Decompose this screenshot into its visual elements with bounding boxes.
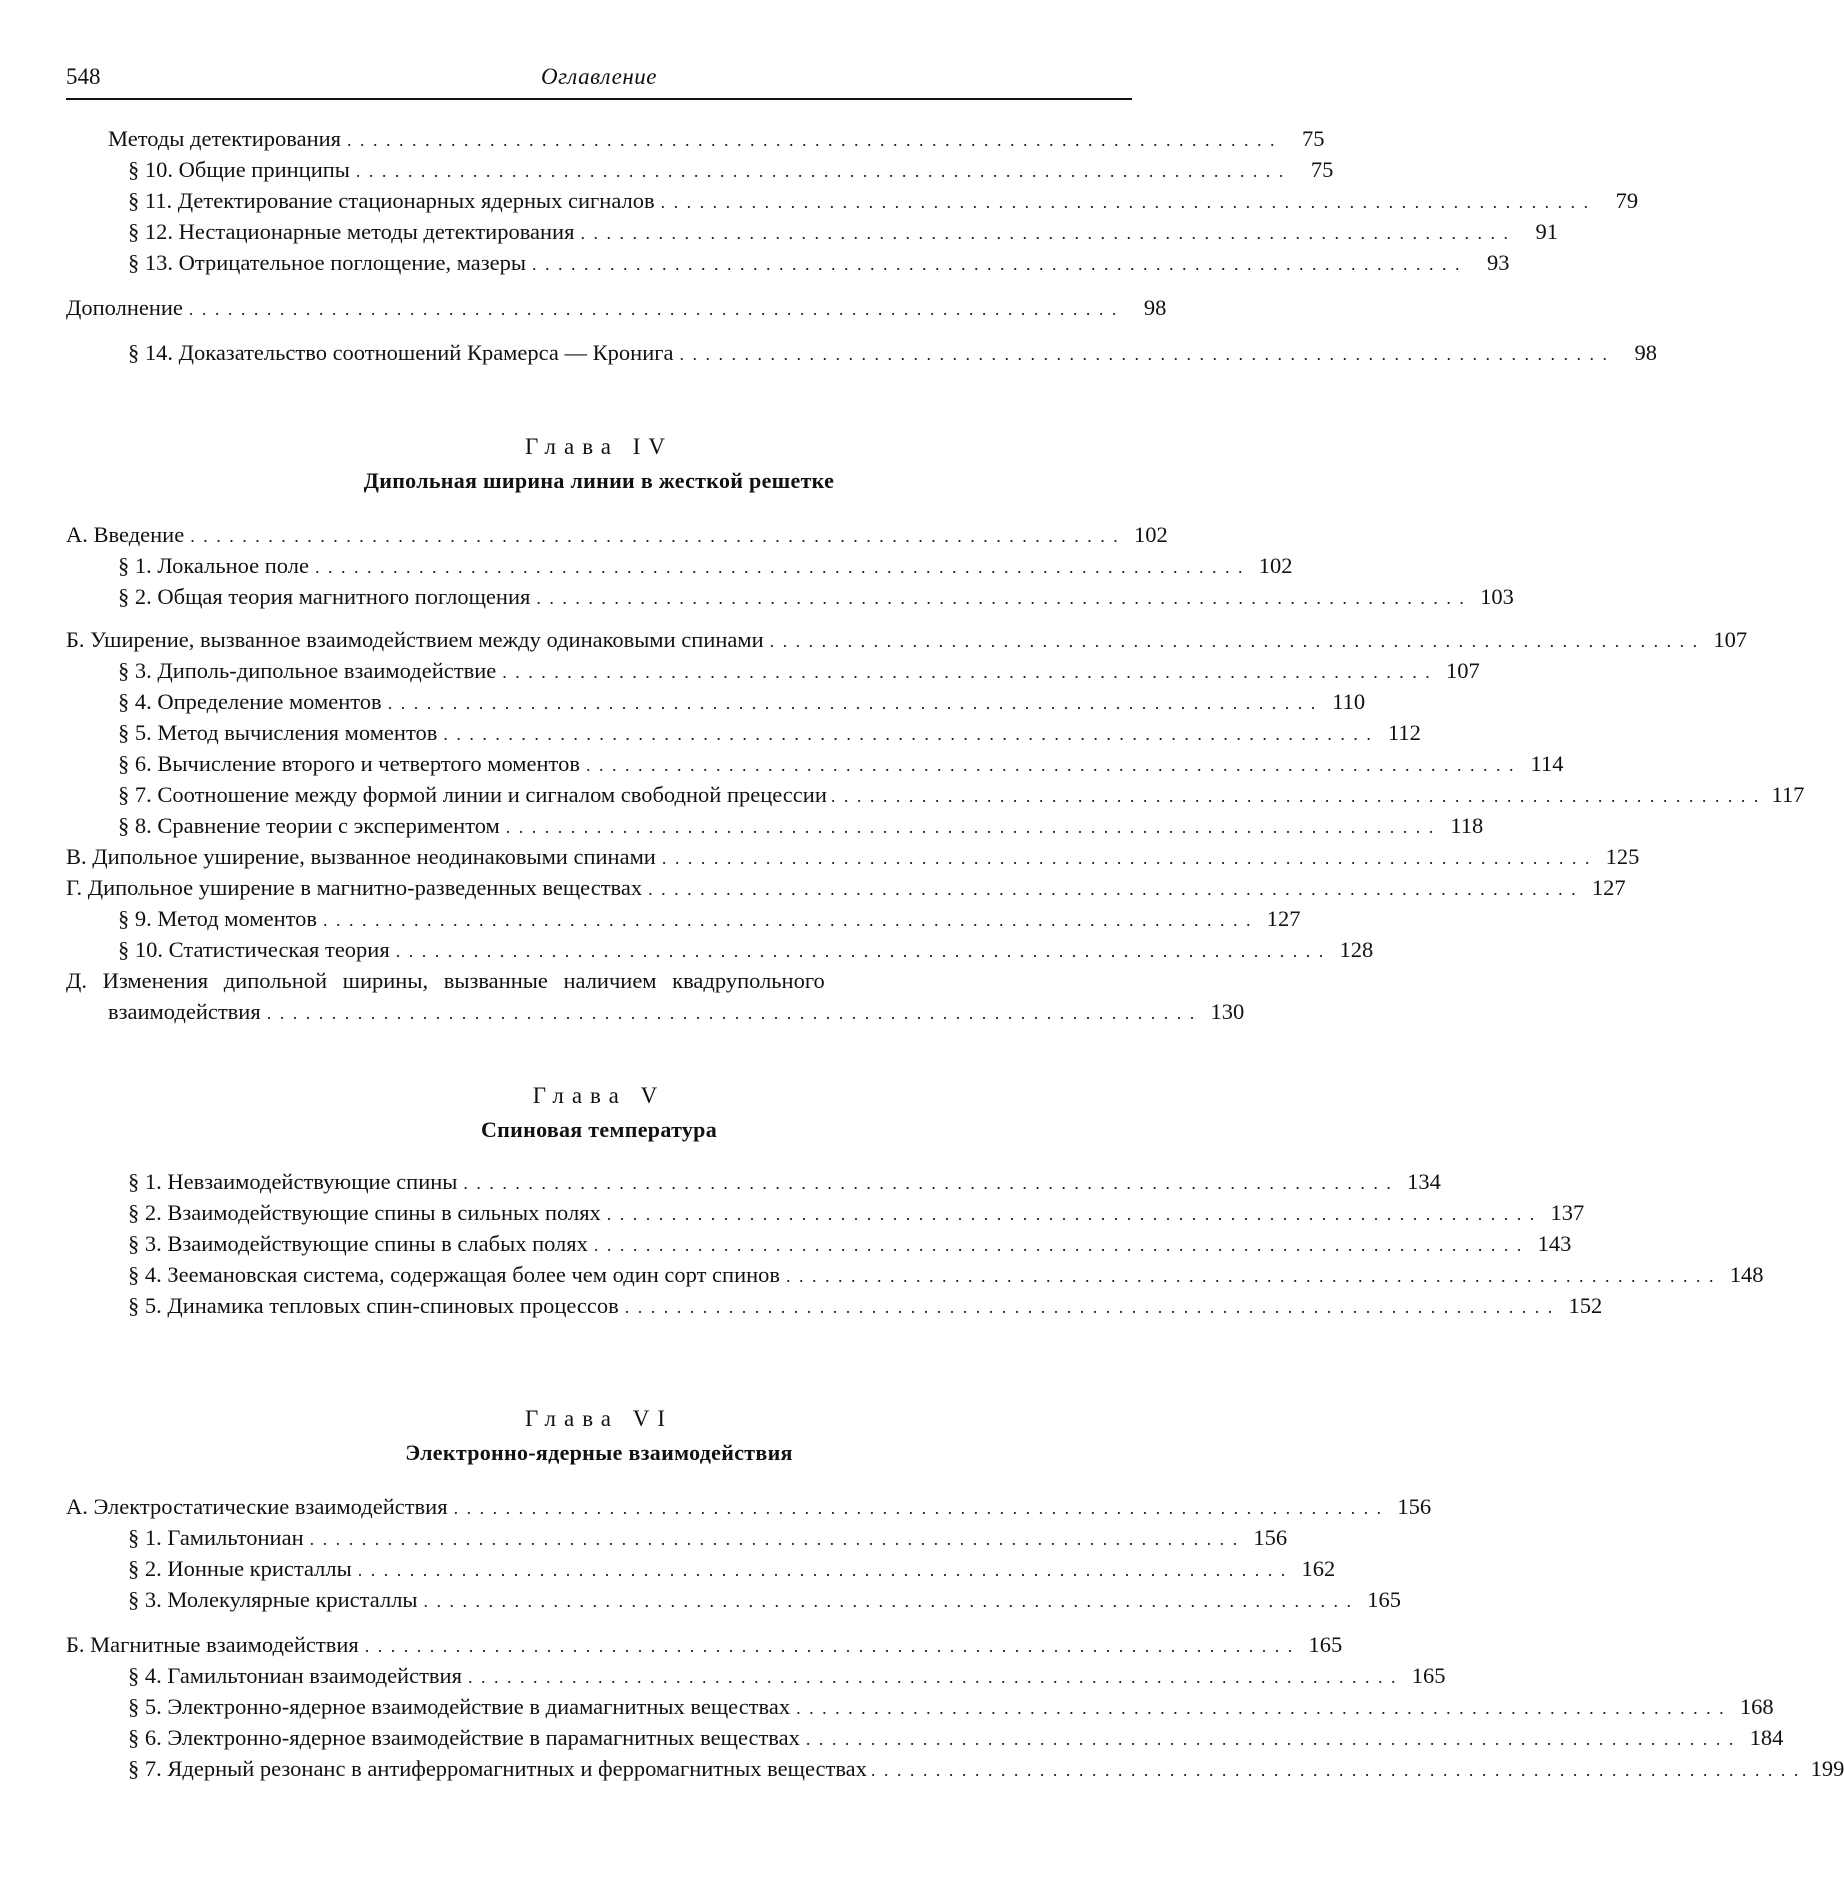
dot-leader — [831, 781, 1761, 811]
toc-entry-label: § 4. Зеемановская система, содержащая более чем один сорт спинов — [128, 1262, 781, 1287]
toc-entry[interactable] — [118, 582, 1514, 612]
toc-entry-label: § 4. Гамильтониан взаимодействия — [128, 1663, 462, 1688]
toc-entry-page: 165 — [1411, 1663, 1446, 1688]
toc-entry-page: 134 — [1407, 1169, 1441, 1194]
chapter-title: Дипольная ширина линии в жесткой решетке — [363, 468, 835, 493]
toc-entry-label: Г. Дипольное уширение в магнитно-разведенных веществах — [66, 875, 643, 900]
dot-leader — [625, 1292, 1555, 1322]
dot-leader — [323, 905, 1253, 935]
toc-entry-page: 107 — [1445, 658, 1480, 683]
chapter-title: Спиновая температура — [480, 1117, 718, 1142]
toc-entry[interactable] — [128, 248, 1510, 278]
toc-entry-label: § 11. Детектирование стационарных ядерных сигналов — [128, 188, 655, 213]
toc-entry-label: § 2. Общая теория магнитного поглощения — [118, 584, 531, 609]
toc-entry[interactable] — [128, 1167, 1441, 1197]
dot-leader — [454, 1493, 1384, 1523]
chapter-heading: Глава IV — [524, 434, 674, 459]
toc-entry-page: 168 — [1739, 1694, 1774, 1719]
toc-entry-page: 79 — [1615, 188, 1639, 213]
toc-entry[interactable] — [66, 842, 1640, 872]
toc-entry-page: 165 — [1308, 1632, 1343, 1657]
page-number: 548 — [66, 64, 101, 89]
dot-leader — [786, 1261, 1716, 1291]
toc-entry-label: § 13. Отрицательное поглощение, мазеры — [128, 250, 527, 275]
toc-entry-label: В. Дипольное уширение, вызванное неодинаковыми спинами — [66, 844, 656, 869]
toc-entry[interactable] — [118, 718, 1421, 748]
toc-entry[interactable] — [66, 1492, 1432, 1522]
toc-entry-page: 156 — [1253, 1525, 1288, 1550]
toc-entry-page: 75 — [1310, 157, 1334, 182]
toc-entry[interactable] — [118, 656, 1480, 686]
toc-entry-page: 112 — [1387, 720, 1421, 745]
toc-entry[interactable] — [128, 1754, 1844, 1784]
toc-entry-label: § 8. Сравнение теории с экспериментом — [118, 813, 500, 838]
toc-entry-page: 127 — [1266, 906, 1301, 931]
toc-entry[interactable] — [66, 966, 1042, 996]
toc-entry-page: 137 — [1550, 1200, 1585, 1225]
toc-entry[interactable] — [118, 780, 1805, 810]
toc-entry-page: 118 — [1450, 813, 1484, 838]
toc-entry[interactable] — [128, 1661, 1446, 1691]
toc-entry[interactable] — [128, 1523, 1288, 1553]
toc-entry-page: 98 — [1634, 340, 1657, 365]
toc-entry-label: § 5. Электронно-ядерное взаимодействие в диамагнитных веществах — [128, 1694, 791, 1719]
dot-leader — [536, 583, 1466, 613]
toc-entry-label: § 7. Ядерный резонанс в антиферромагнитных и ферромагнитных веществах — [128, 1756, 867, 1781]
dot-leader — [443, 719, 1373, 749]
toc-entry-page: 165 — [1367, 1587, 1402, 1612]
dot-leader — [315, 552, 1245, 582]
toc-entry-page: 91 — [1535, 219, 1558, 244]
toc-entry-page: 75 — [1302, 126, 1325, 151]
toc-entry-page: 148 — [1729, 1262, 1764, 1287]
toc-entry-label: § 5. Динамика тепловых спин-спиновых процессов — [128, 1293, 619, 1318]
dot-leader — [662, 843, 1592, 873]
toc-entry-label: § 1. Невзаимодействующие спины — [128, 1169, 458, 1194]
toc-entry-label: Д. Изменения дипольной ширины, вызванные наличием квадрупольного — [66, 968, 825, 993]
toc-entry[interactable] — [128, 1260, 1764, 1290]
toc-entry-label: § 12. Нестационарные методы детектирования — [128, 219, 575, 244]
toc-entry[interactable] — [108, 124, 1325, 154]
toc-entry[interactable] — [128, 338, 1657, 368]
toc-entry-label: § 7. Соотношение между формой линии и сигналом свободной прецессии — [118, 782, 827, 807]
dot-leader — [679, 339, 1609, 369]
dot-leader — [189, 294, 1119, 324]
toc-entry[interactable] — [128, 217, 1558, 247]
toc-entry[interactable] — [118, 935, 1374, 965]
dot-leader — [502, 657, 1432, 687]
toc-entry-label: § 1. Гамильтониан — [128, 1525, 304, 1550]
dot-leader — [463, 1168, 1393, 1198]
dot-leader — [580, 218, 1510, 248]
toc-entry-page: 162 — [1301, 1556, 1336, 1581]
toc-entry[interactable] — [118, 551, 1293, 581]
dot-leader — [648, 874, 1578, 904]
chapter-heading: Глава VI — [524, 1406, 674, 1431]
dot-leader — [506, 812, 1436, 842]
dot-leader — [310, 1524, 1240, 1554]
toc-entry-page: 152 — [1568, 1293, 1603, 1318]
running-title: Оглавление — [540, 64, 657, 89]
toc-entry-label: § 3. Взаимодействующие спины в слабых полях — [128, 1231, 588, 1256]
toc-entry[interactable] — [118, 811, 1484, 841]
toc-entry[interactable] — [66, 293, 1167, 323]
dot-leader — [607, 1199, 1537, 1229]
toc-entry[interactable] — [66, 520, 1168, 550]
dot-leader — [267, 998, 1197, 1028]
toc-entry[interactable] — [128, 1554, 1336, 1584]
toc-entry-label: § 5. Метод вычисления моментов — [118, 720, 438, 745]
toc-entry-page: 128 — [1339, 937, 1374, 962]
dot-leader — [661, 187, 1591, 217]
toc-entry[interactable] — [118, 749, 1564, 779]
toc-entry[interactable] — [128, 155, 1334, 185]
dot-leader — [388, 688, 1318, 718]
toc-entry-page: 98 — [1143, 295, 1167, 320]
toc-entry-label: Б. Магнитные взаимодействия — [66, 1632, 359, 1657]
toc-entry[interactable] — [128, 1291, 1603, 1321]
dot-leader — [871, 1755, 1801, 1785]
toc-entry[interactable] — [118, 687, 1366, 717]
dot-leader — [396, 936, 1326, 966]
toc-entry-page: 93 — [1487, 250, 1510, 275]
toc-entry-label: § 2. Ионные кристаллы — [128, 1556, 352, 1581]
toc-entry-label: § 3. Молекулярные кристаллы — [128, 1587, 418, 1612]
dot-leader — [356, 156, 1286, 186]
dot-leader — [594, 1230, 1524, 1260]
toc-entry[interactable] — [66, 1630, 1343, 1660]
chapter-heading: Глава V — [532, 1083, 666, 1108]
toc-entry[interactable] — [128, 1229, 1572, 1259]
toc-entry-page: 130 — [1210, 999, 1245, 1024]
toc-entry[interactable] — [108, 997, 1245, 1027]
dot-leader — [796, 1693, 1726, 1723]
toc-entry[interactable] — [128, 186, 1639, 216]
toc-entry-page: 127 — [1591, 875, 1626, 900]
toc-entry-label: А. Электростатические взаимодействия — [66, 1494, 448, 1519]
page-header — [66, 62, 1132, 100]
dot-leader — [365, 1631, 1295, 1661]
toc-entry-label: Дополнение — [66, 295, 183, 320]
chapter-title: Электронно-ядерные взаимодействия — [405, 1440, 793, 1465]
toc-entry-page: 117 — [1771, 782, 1805, 807]
dot-leader — [358, 1555, 1288, 1585]
toc-entry-label: § 6. Вычисление второго и четвертого моментов — [118, 751, 580, 776]
toc-entry[interactable] — [128, 1723, 1784, 1753]
dot-leader — [190, 521, 1120, 551]
toc-entry-page: 143 — [1537, 1231, 1572, 1256]
toc-entry-page: 184 — [1749, 1725, 1784, 1750]
toc-entry-page: 103 — [1480, 584, 1514, 609]
dot-leader — [770, 626, 1700, 656]
toc-entry-label: § 2. Взаимодействующие спины в сильных полях — [128, 1200, 601, 1225]
toc-entry-label: § 1. Локальное поле — [118, 553, 309, 578]
toc-entry[interactable] — [128, 1692, 1774, 1722]
dot-leader — [347, 125, 1277, 155]
toc-entry-page: 114 — [1530, 751, 1564, 776]
toc-entry-label: § 4. Определение моментов — [118, 689, 382, 714]
toc-entry-page: 110 — [1332, 689, 1366, 714]
toc-entry-label: § 14. Доказательство соотношений Крамерса — Кронига — [128, 340, 674, 365]
toc-entry[interactable] — [128, 1198, 1585, 1228]
toc-entry-label: взаимодействия — [108, 999, 261, 1024]
toc-entry-label: А. Введение — [66, 522, 185, 547]
toc-entry-label: Методы детектирования — [108, 126, 342, 151]
toc-entry-page: 199 — [1810, 1756, 1844, 1781]
toc-entry-label: Б. Уширение, вызванное взаимодействием между одинаковыми спинами — [66, 627, 764, 652]
toc-entry-page: 125 — [1605, 844, 1640, 869]
dot-leader — [586, 750, 1516, 780]
toc-entry-page: 156 — [1397, 1494, 1432, 1519]
toc-entry[interactable] — [66, 625, 1748, 655]
dot-leader — [468, 1662, 1398, 1692]
dot-leader — [424, 1586, 1354, 1616]
toc-entry-page: 102 — [1258, 553, 1293, 578]
toc-entry-label: § 10. Общие принципы — [128, 157, 350, 182]
dot-leader — [806, 1724, 1736, 1754]
toc-entry-page: 102 — [1133, 522, 1168, 547]
toc-entry[interactable] — [118, 904, 1301, 934]
toc-entry-page: 107 — [1713, 627, 1748, 652]
dot-leader — [532, 249, 1462, 279]
toc-entry[interactable] — [128, 1585, 1402, 1615]
toc-entry-label: § 6. Электронно-ядерное взаимодействие в парамагнитных веществах — [128, 1725, 800, 1750]
toc-entry-label: § 3. Диполь-дипольное взаимодействие — [118, 658, 497, 683]
toc-entry-label: § 10. Статистическая теория — [118, 937, 390, 962]
toc-entry-label: § 9. Метод моментов — [118, 906, 318, 931]
toc-entry[interactable] — [66, 873, 1626, 903]
